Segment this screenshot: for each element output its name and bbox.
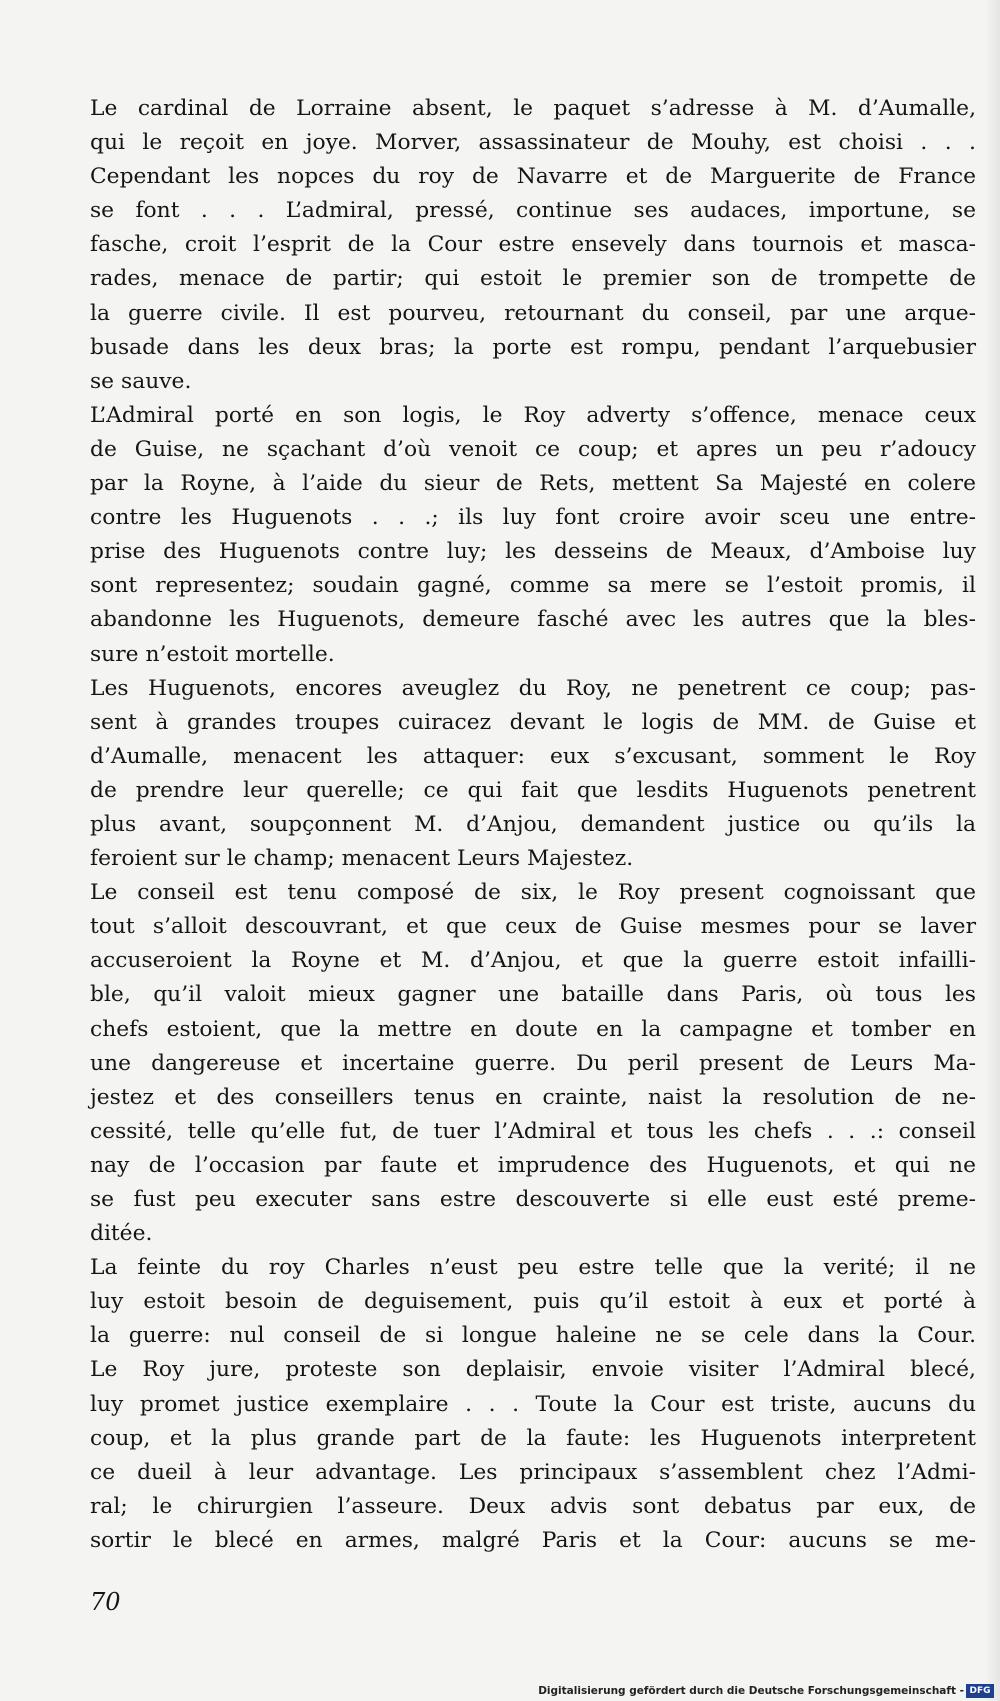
text-line: chefs estoient, que la mettre en doute en la campagne et tomber en: [90, 1016, 976, 1042]
text-line: ce dueil à leur advantage. Les principaux s’assemblent chez l’Admi-: [90, 1459, 976, 1485]
text-line: L’Admiral porté en son logis, le Roy adverty s’offence, menace ceux: [90, 402, 976, 428]
text-line: ral; le chirurgien l’asseure. Deux advis sont debatus par eux, de: [90, 1493, 976, 1519]
text-line: se font . . . L’admiral, pressé, continue ses audaces, importune, se: [90, 198, 976, 224]
text-line: qui le reçoit en joye. Morver, assassinateur de Mouhy, est choisi . . .: [90, 130, 976, 156]
text-line: de Guise, ne sçachant d’où venoit ce coup; et apres un peu r’adoucy: [90, 436, 976, 462]
text-line: de prendre leur querelle; ce qui fait que lesdits Huguenots penetrent: [90, 777, 976, 803]
text-line: abandonne les Huguenots, demeure fasché avec les autres que la bles-: [90, 607, 976, 633]
text-line: accuseroient la Royne et M. d’Anjou, et que la guerre estoit infailli-: [90, 948, 976, 974]
text-line: tout s’alloit descouvrant, et que ceux de Guise mesmes pour se laver: [90, 914, 976, 940]
text-line: La feinte du roy Charles n’eust peu estre telle que la verité; il ne: [90, 1255, 976, 1281]
text-line: fasche, croit l’esprit de la Cour estre ensevely dans tournois et masca-: [90, 232, 976, 258]
text-line: jestez et des conseillers tenus en crainte, naist la resolution de ne-: [90, 1084, 976, 1110]
text-line: ditée.: [90, 1221, 153, 1247]
text-line: d’Aumalle, menacent les attaquer: eux s’excusant, somment le Roy: [90, 743, 976, 769]
text-line: prise des Huguenots contre luy; les desseins de Meaux, d’Amboise luy: [90, 539, 976, 565]
text-line: plus avant, soupçonnent M. d’Anjou, demandent justice ou qu’ils la: [90, 811, 976, 837]
page-number: 70: [90, 1588, 121, 1616]
body-text: [90, 92, 976, 1558]
text-line: luy promet justice exemplaire . . . Toute la Cour est triste, aucuns du: [90, 1391, 976, 1417]
digitization-credit: Digitalisierung gefördert durch die Deutsche Forschungsgemeinschaft -: [538, 1685, 964, 1697]
text-line: la guerre civile. Il est pourveu, retournant du conseil, par une arque-: [90, 300, 976, 326]
text-line: par la Royne, à l’aide du sieur de Rets, mettent Sa Majesté en colere: [90, 471, 976, 497]
text-line: sortir le blecé en armes, malgré Paris et la Cour: aucuns se me-: [90, 1527, 976, 1553]
text-line: coup, et la plus grande part de la faute: les Huguenots interpretent: [90, 1425, 976, 1451]
text-line: luy estoit besoin de deguisement, puis qu’il estoit à eux et porté à: [90, 1289, 976, 1315]
text-line: cessité, telle qu’elle fut, de tuer l’Admiral et tous les chefs . . .: conseil: [90, 1118, 976, 1144]
text-line: rades, menace de partir; qui estoit le premier son de trompette de: [90, 266, 976, 292]
page-edge-shadow: [984, 0, 1000, 1701]
text-line: Les Huguenots, encores aveuglez du Roy, ne penetrent ce coup; pas-: [90, 675, 976, 701]
text-line: la guerre: nul conseil de si longue haleine ne se cele dans la Cour.: [90, 1323, 976, 1349]
text-line: contre les Huguenots . . .; ils luy font croire avoir sceu une entre-: [90, 505, 976, 531]
text-line: Cependant les nopces du roy de Navarre et de Marguerite de France: [90, 164, 976, 190]
text-line: une dangereuse et incertaine guerre. Du peril present de Leurs Ma-: [90, 1050, 976, 1076]
text-line: Le Roy jure, proteste son deplaisir, envoie visiter l’Admiral blecé,: [90, 1357, 976, 1383]
text-line: nay de l’occasion par faute et imprudence des Huguenots, et qui ne: [90, 1152, 976, 1178]
text-line: sont representez; soudain gagné, comme sa mere se l’estoit promis, il: [90, 573, 976, 599]
text-line: Le cardinal de Lorraine absent, le paquet s’adresse à M. d’Aumalle,: [90, 96, 976, 121]
text-line: feroient sur le champ; menacent Leurs Majestez.: [90, 846, 634, 872]
text-line: se sauve.: [90, 368, 192, 394]
text-line: se fust peu executer sans estre descouverte si elle eust esté preme-: [90, 1187, 976, 1212]
text-line: busade dans les deux bras; la porte est rompu, pendant l’arquebusier: [90, 334, 976, 360]
text-line: ble, qu’il valoit mieux gagner une bataille dans Paris, où tous les: [90, 982, 976, 1008]
text-line: Le conseil est tenu composé de six, le Roy present cognoissant que: [90, 880, 976, 906]
dfg-logo: DFG: [966, 1684, 994, 1698]
text-line: sent à grandes troupes cuiracez devant le logis de MM. de Guise et: [90, 709, 976, 735]
text-line: sure n’estoit mortelle.: [90, 641, 335, 667]
